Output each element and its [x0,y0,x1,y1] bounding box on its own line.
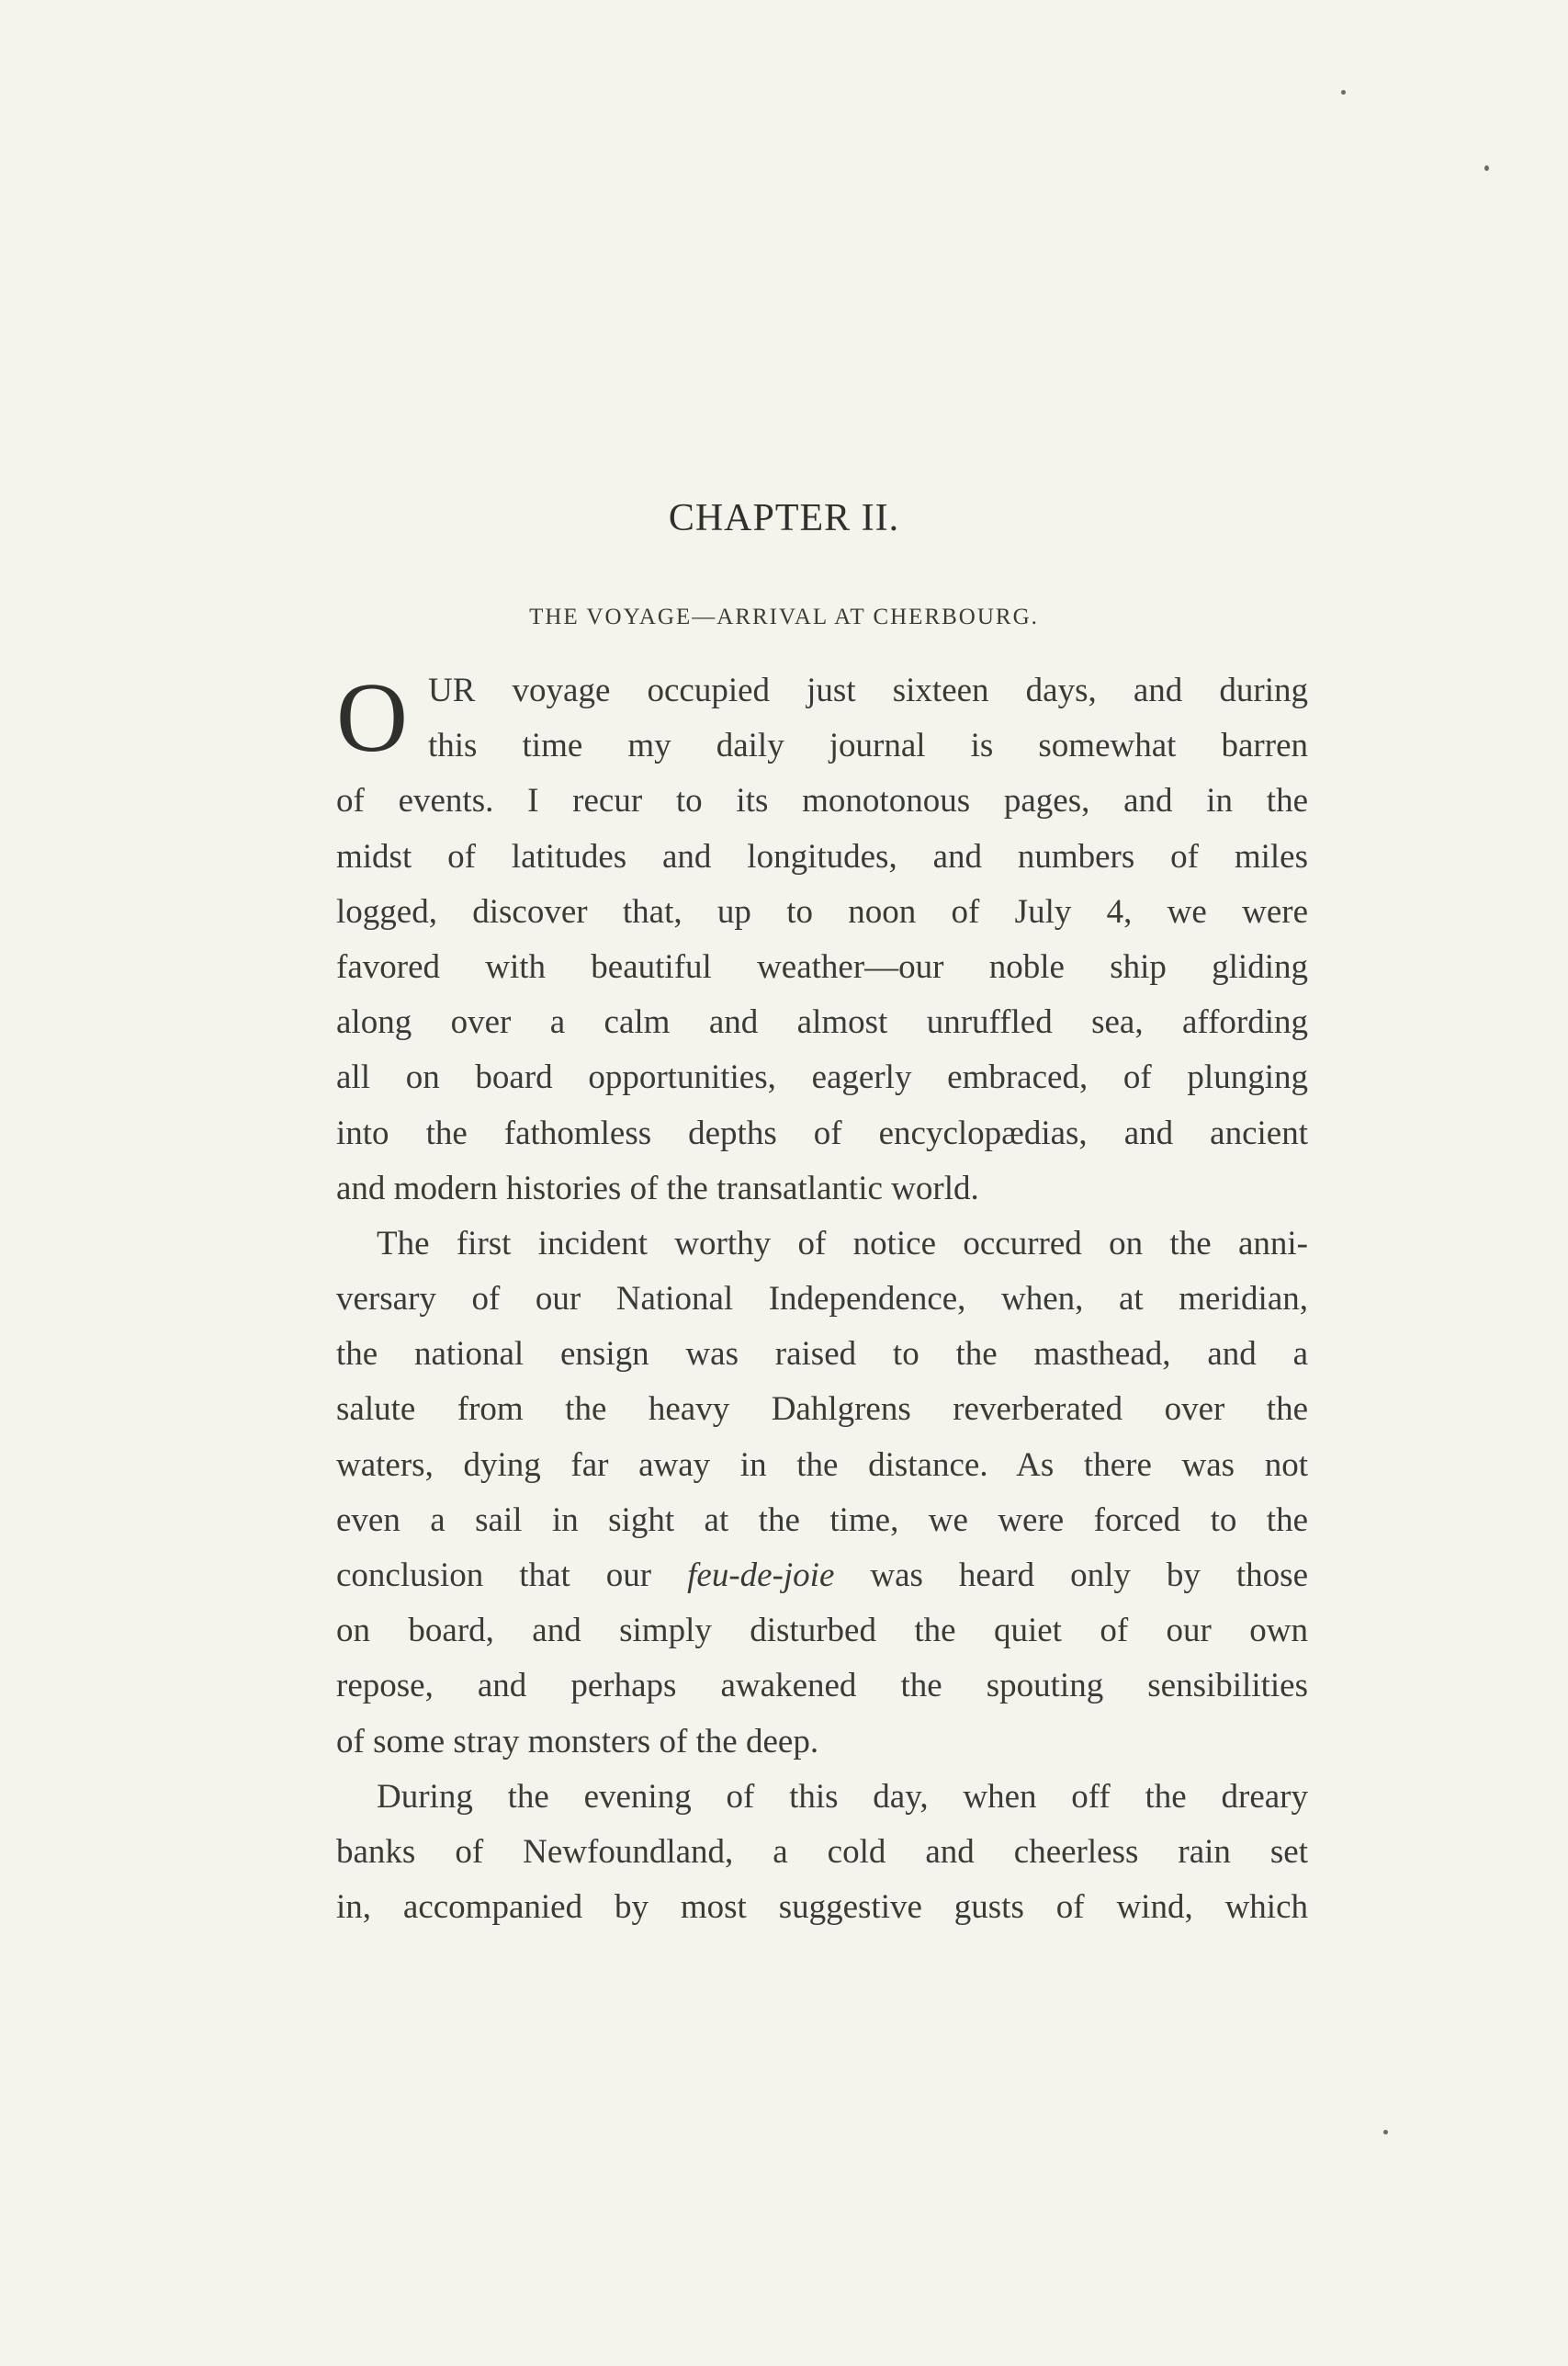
paragraph-3 [336,1770,1308,1936]
text-line: versary of our National Independence, when, at meridian, [336,1280,1308,1319]
text-line: UR voyage occupied just sixteen days, and during [428,672,1308,709]
text-line: this time my daily journal is somewhat barren [428,727,1308,765]
paragraph-2 [336,1217,1308,1770]
drop-cap: O [336,663,408,773]
paper-speck [1484,165,1489,171]
text-line: favored with beautiful weather—our noble ship gliding [336,947,1308,986]
text-line: of events. I recur to its monotonous pages, and in the [336,782,1308,821]
text-line: in, accompanied by most suggestive gusts of wind, which [336,1888,1308,1927]
text-line: midst of latitudes and longitudes, and numbers of miles [336,837,1308,876]
paper-speck [1341,90,1346,95]
text-line: on board, and simply disturbed the quiet of our own [336,1612,1308,1650]
text-line: banks of Newfoundland, a cold and cheerless rain set [336,1832,1308,1871]
text-line [336,1548,1308,1603]
text-line: into the fathomless depths of encyclopædias, and ancient [336,1114,1308,1152]
text-line: along over a calm and almost unruffled sea, affording [336,1003,1308,1042]
text-line: repose, and perhaps awakened the spouting sensibilities [336,1667,1308,1705]
text-line: even a sail in sight at the time, we were forced to the [336,1500,1308,1539]
text-line: The first incident worthy of notice occurred on the anni- [377,1224,1308,1262]
paper-speck [1383,2130,1388,2134]
paragraph-1 [336,663,1308,1217]
chapter-subtitle: THE VOYAGE—ARRIVAL AT CHERBOURG. [529,605,1039,629]
text-line: During the evening of this day, when off the dreary [377,1777,1308,1816]
text-segment: conclusion that our [336,1557,688,1594]
text-line: logged, discover that, up to noon of July 4, we were [336,892,1308,931]
text-line: waters, dying far away in the distance. As there was not [336,1445,1308,1484]
text-line: all on board opportunities, eagerly embraced, of plunging [336,1058,1308,1097]
text-line: the national ensign was raised to the masthead, and a [336,1335,1308,1374]
text-line: of some stray monsters of the deep. [336,1722,819,1760]
body-text [336,663,1308,1935]
italic-phrase: feu-de-joie [687,1557,835,1594]
text-line: and modern histories of the transatlantic world. [336,1169,979,1207]
text-segment: was heard only by those [834,1557,1308,1594]
chapter-title: CHAPTER II. [668,497,900,539]
text-line: salute from the heavy Dahlgrens reverberated over the [336,1390,1308,1429]
